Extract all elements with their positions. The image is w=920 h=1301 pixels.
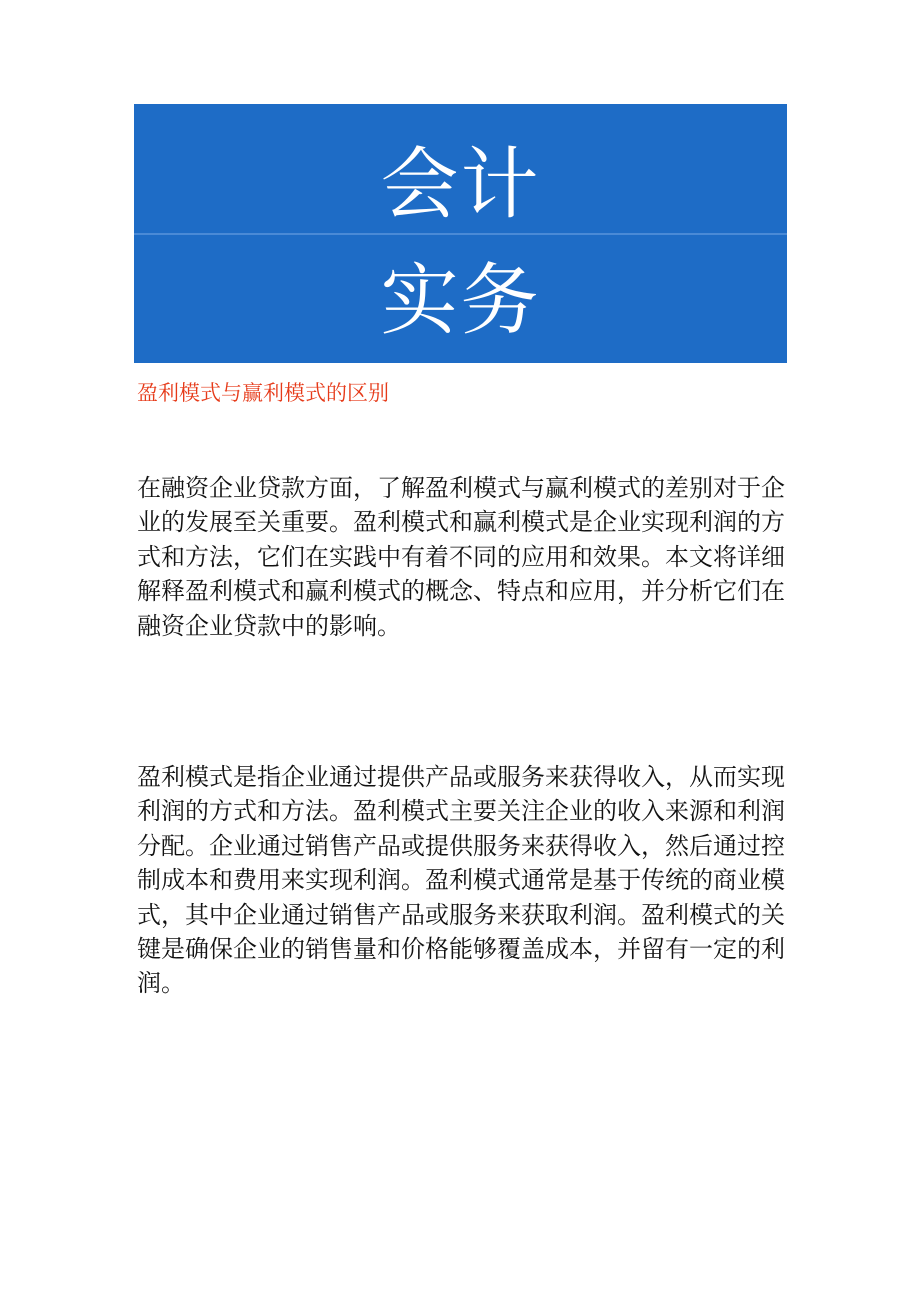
paragraph-intro: 在融资企业贷款方面，了解盈利模式与赢利模式的差别对于企业的发展至关重要。盈利模式和赢利模式是企业实现利润的方式和方法，它们在实践中有着不同的应用和效果。本文将详细解释盈利模式和赢利模式的概念、特点和应用，并分析它们在融资企业贷款中的影响。 — [137, 474, 785, 640]
article-title: 盈利模式与赢利模式的区别 — [137, 381, 389, 405]
banner-title-line1: 会计 — [380, 140, 541, 230]
title-banner — [134, 104, 787, 363]
banner-divider — [134, 233, 787, 235]
paragraph-profit-model: 盈利模式是指企业通过提供产品或服务来获得收入，从而实现利润的方式和方法。盈利模式主要关注企业的收入来源和利润分配。企业通过销售产品或提供服务来获得收入，然后通过控制成本和费用来实现利润。盈利模式通常是基于传统的商业模式，其中企业通过销售产品或服务来获取利润。盈利模式的关键是确保企业的销售量和价格能够覆盖成本，并留有一定的利润。 — [137, 763, 785, 998]
banner-title-line2: 实务 — [380, 256, 541, 346]
